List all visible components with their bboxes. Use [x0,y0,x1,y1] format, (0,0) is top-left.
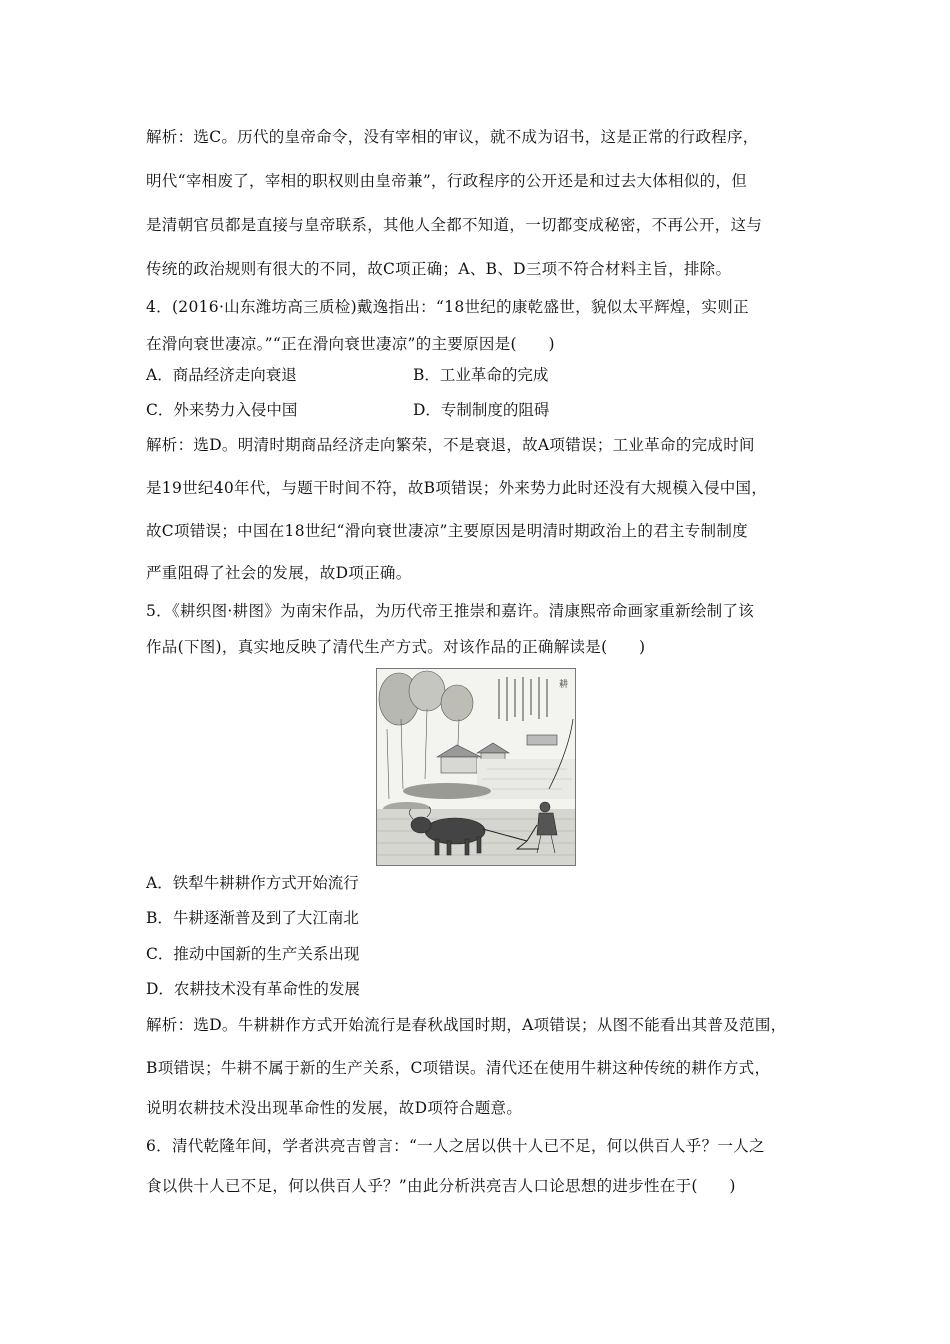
q6-stem-line-1: 6．清代乾隆年间，学者洪亮吉曾言：“一人之居以供十人已不足，何以供百人乎？一人之 [146,1137,765,1155]
q4-explanation-line-4: 严重阻碍了社会的发展，故D项正确。 [146,564,412,582]
q5-explanation-line-2: B项错误；牛耕不属于新的生产关系，C项错误。清代还在使用牛耕这种传统的耕作方式， [146,1059,771,1077]
q4-stem-line-1: 4．(2016·山东潍坊高三质检)戴逸指出：“18世纪的康乾盛世，貌似太平辉煌，实则正 [146,298,749,316]
q6-stem-line-2: 食以供十人已不足，何以供百人乎？”由此分析洪亮吉人口论思想的进步性在于( ) [146,1177,736,1195]
q3-explanation-line-3: 是清朝官员都是直接与皇帝联系，其他人全都不知道，一切都变成秘密，不再公开，这与 [146,216,763,234]
q4-stem-line-2: 在滑向衰世凄凉。”“正在滑向衰世凄凉”的主要原因是( ) [146,335,555,353]
q4-explanation-line-3: 故C项错误；中国在18世纪“滑向衰世凄凉”主要原因是明清时期政治上的君主专制制度 [146,522,748,540]
q4-explanation-line-2: 是19世纪40年代，与题干时间不符，故B项错误；外来势力此时还没有大规模入侵中国， [146,479,768,497]
q4-option-b: B．工业革命的完成 [413,366,549,384]
q5-option-c: C．推动中国新的生产关系出现 [146,945,360,963]
q4-option-c: C．外来势力入侵中国 [146,401,298,419]
q3-explanation-line-2: 明代“宰相废了，宰相的职权则由皇帝兼”，行政程序的公开还是和过去大体相似的，但 [146,172,748,190]
q5-option-d: D．农耕技术没有革命性的发展 [146,980,360,998]
q5-explanation-line-3: 说明农耕技术没出现革命性的发展，故D项符合题意。 [146,1099,523,1117]
ploughing-illustration [376,668,576,866]
q4-option-a: A．商品经济走向衰退 [146,366,297,384]
q3-explanation-line-4: 传统的政治规则有很大的不同，故C项正确；A、B、D三项不符合材料主旨，排除。 [146,260,732,278]
q5-stem-line-2: 作品(下图)，真实地反映了清代生产方式。对该作品的正确解读是( ) [146,638,646,656]
q5-stem-line-1: 5．《耕织图·耕图》为南宋作品，为历代帝王推崇和嘉许。清康熙帝命画家重新绘制了该 [146,602,755,620]
q3-explanation-line-1: 解析：选C。历代的皇帝命令，没有宰相的审议，就不成为诏书，这是正常的行政程序， [146,128,759,146]
q5-explanation-line-1: 解析：选D。牛耕耕作方式开始流行是春秋战国时期，A项错误；从图不能看出其普及范围， [146,1016,787,1034]
q5-option-b: B．牛耕逐渐普及到了大江南北 [146,909,359,927]
figure-title-glyph: 耕 [559,680,569,690]
ploughing-illustration-svg [377,669,575,865]
q5-option-a: A．铁犁牛耕耕作方式开始流行 [146,874,359,892]
q4-option-d: D．专制制度的阻碍 [413,401,550,419]
riverbank [403,783,491,799]
q4-explanation-line-1: 解析：选D。明清时期商品经济走向繁荣，不是衰退，故A项错误；工业革命的完成时间 [146,436,755,454]
